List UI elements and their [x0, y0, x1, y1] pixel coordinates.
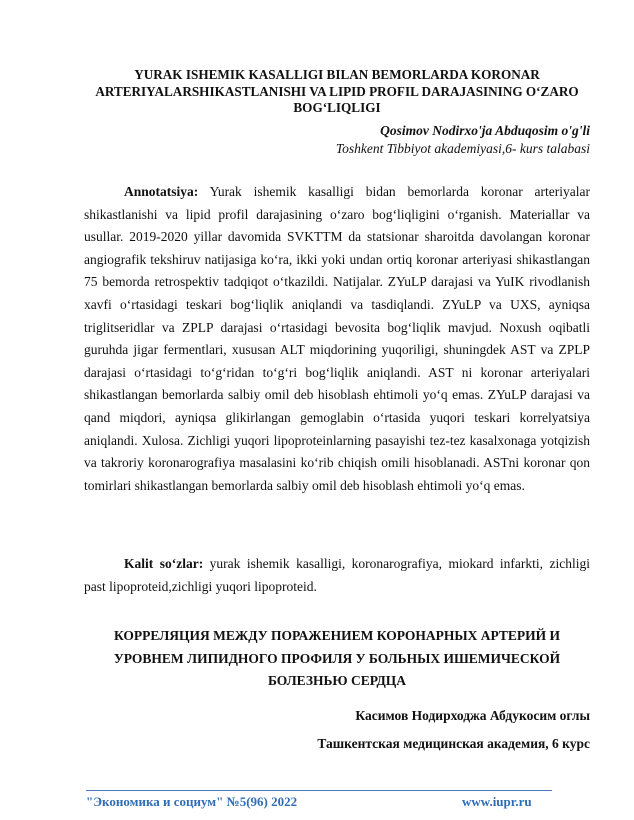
- ru-article-title: КОРРЕЛЯЦИЯ МЕЖДУ ПОРАЖЕНИЕМ КОРОНАРНЫХ АРТЕРИЙ И УРОВНЕМ ЛИПИДНОГО ПРОФИЛЯ У БОЛЬНЫХ ИШЕМИЧЕСКОЙ БОЛЕЗНЬЮ СЕРДЦА: [113, 628, 561, 689]
- article-title: YURAK ISHEMIK KASALLIGI BILAN BEMORLARDA KORONAR ARTERIYALARSHIKASTLANISHI VA LIPID PROFIL DARAJASINING O‘ZARO BOG‘LIQLIGI: [95, 67, 579, 115]
- keywords-label: Kalit so‘zlar:: [124, 556, 204, 571]
- abstract-label: Annotatsiya:: [124, 184, 199, 199]
- footer-divider: [86, 790, 552, 791]
- ru-author-affiliation: Ташкентская медицинская академия, 6 курс: [317, 736, 590, 751]
- keywords-text: yurak ishemik kasalligi, koronarografiya, miokard infarkti, zichligi past lipoproteid,zichligi yuqori lipoproteid.: [84, 556, 590, 594]
- abstract-paragraph: [84, 181, 590, 497]
- keywords-paragraph: [84, 553, 590, 598]
- author-name: Qosimov Nodirxo'ja Abduqosim o'g'li: [380, 123, 590, 138]
- footer-journal: "Экономика и социум" №5(96) 2022: [86, 794, 298, 809]
- abstract-text: Yurak ishemik kasalligi bidan bemorlarda koronar arteriyalar shikastlanishi va lipid profil darajasining o‘zaro bog‘liqligini o‘rganish. Materiallar va usullar. 2019-2020 yillar davomida SVKTTM da statsionar sharoitda davolangan koronar angiografik tekshiruv natijasiga ko‘ra, ikki yoki undan ortiq koronar arteriyasi shikastlangan 75 bemorda retrospektiv tadqiqot o‘tkazildi. Natijalar. ZYuLP darajasi va YuIK rivodlanish xavfi o‘rtasidagi teskari bog‘liqlik aniqlandi va tasdiqlandi. ZYuLP va UXS, ayniqsa triglitseridlar va ZPLP darajasi o‘rtasidagi bevosita bog‘liqlik mavjud. Noxush oqibatli guruhda jigar fermentlari, xususan ALT miqdorining yuqoriligi, shuningdek AST va ZPLP darajasi o‘rtasidagi to‘g‘ridan to‘g‘ri bog‘liqlik aniqlandi. AST ni koronar arteriyalari shikastlangan bemorlarda salbiy omil deb hisoblash ehtimoli yo‘q emas. ZYuLP darajasi va qand miqdori, ayniqsa glikirlangan gemoglabin o‘rtasida yuqori teskari korrelyatsiya aniqlandi. Xulosa. Zichligi yuqori lipoproteinlarning pasayishi tez-tez kasalxonaga yotqizish va takroriy koronarografiya masalasini ko‘rib chiqish omili hisoblanadi. ASTni koronar qon tomirlari shikastlangan bemorlarda salbiy omil deb hisoblash ehtimoli yo‘q emas.: [84, 184, 590, 493]
- ru-author-name: Касимов Нодирходжа Абдукосим оглы: [355, 708, 590, 723]
- author-affiliation: Toshkent Tibbiyot akademiyasi,6- kurs talabasi: [335, 141, 590, 156]
- footer-website-link[interactable]: www.iupr.ru: [462, 794, 532, 809]
